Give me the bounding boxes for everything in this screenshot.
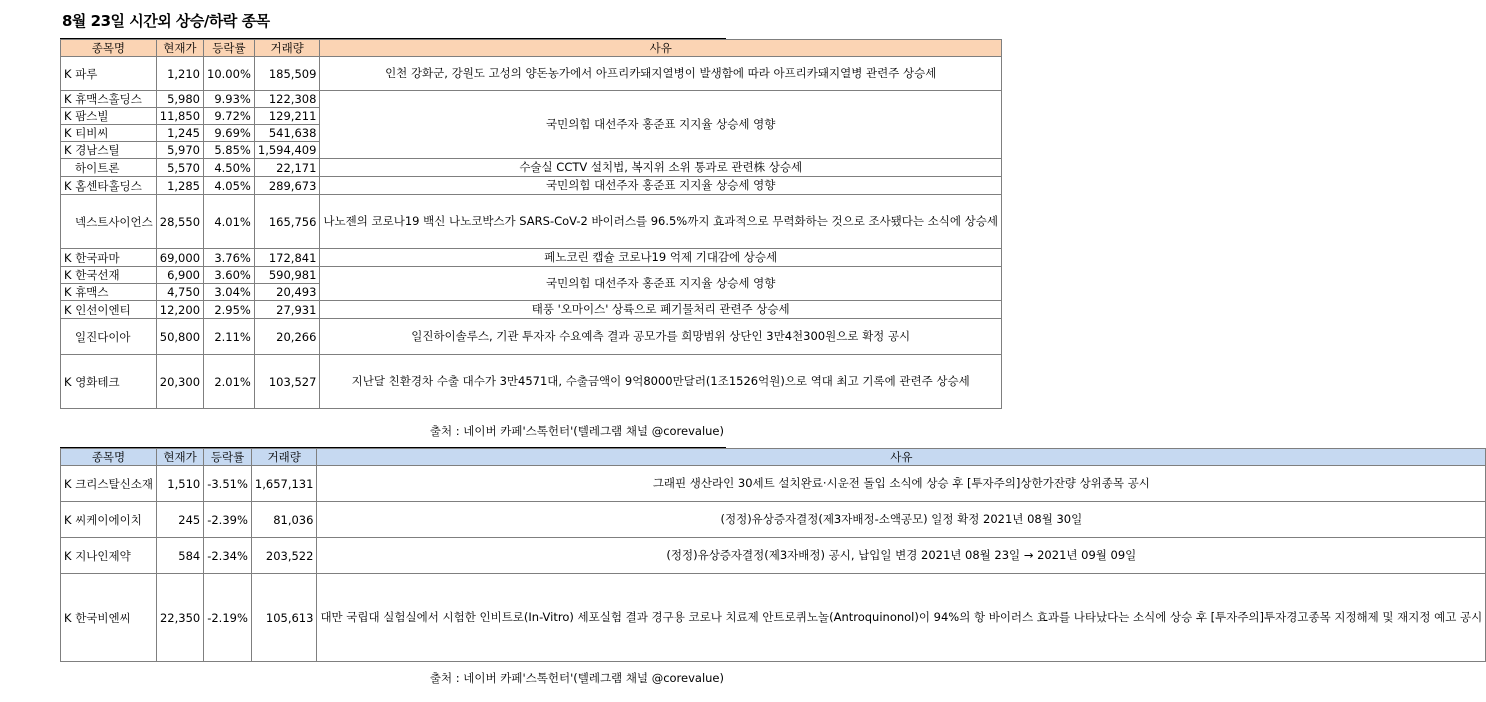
table-row [61, 267, 1002, 284]
stock-name: K 홈센타홀딩스 [61, 177, 157, 195]
stock-rate: 4.50% [204, 159, 255, 177]
stock-rate: 9.69% [204, 125, 255, 142]
stock-volume: 27,931 [254, 301, 320, 319]
table-row [61, 195, 1002, 249]
stock-name: K 한국비엔씨 [61, 574, 157, 662]
stock-rate: -2.39% [204, 502, 252, 538]
table-row [61, 319, 1002, 355]
stock-rate: 3.60% [204, 267, 255, 284]
stock-volume: 129,211 [254, 108, 320, 125]
stock-price: 5,970 [156, 142, 203, 159]
stock-reason: 국민의힘 대선주자 홍준표 지지율 상승세 영향 [320, 91, 1002, 159]
table-row [61, 301, 1002, 319]
stock-volume: 172,841 [254, 249, 320, 267]
stock-name: K 크리스탈신소재 [61, 466, 157, 502]
stock-name: K 파루 [61, 57, 157, 91]
stock-reason: 국민의힘 대선주자 홍준표 지지율 상승세 영향 [320, 177, 1002, 195]
table-row [61, 57, 1002, 91]
table-row [61, 538, 1486, 574]
stock-rate: 2.11% [204, 319, 255, 355]
stock-price: 5,570 [156, 159, 203, 177]
stock-name: 일진다이아 [61, 319, 157, 355]
stock-name: K 한국파마 [61, 249, 157, 267]
table-header-row [61, 40, 1002, 57]
stock-rate: 2.01% [204, 355, 255, 409]
stock-reason: 페노코린 캡슐 코로나19 억제 기대감에 상승세 [320, 249, 1002, 267]
stock-name: K 지나인제약 [61, 538, 157, 574]
stock-price: 69,000 [156, 249, 203, 267]
header-volume: 거래량 [251, 449, 317, 466]
table-header-row [61, 449, 1486, 466]
stock-volume: 203,522 [251, 538, 317, 574]
stock-name: K 씨케이에이치 [61, 502, 157, 538]
stock-price: 20,300 [156, 355, 203, 409]
stock-rate: 10.00% [204, 57, 255, 91]
stock-price: 6,900 [156, 267, 203, 284]
stock-price: 245 [156, 502, 203, 538]
stock-name: K 한국선재 [61, 267, 157, 284]
stock-reason: 그래핀 생산라인 30세트 설치완료·시운전 돌입 소식에 상승 후 [투자주의]상한가잔량 상위종목 공시 [317, 466, 1486, 502]
stock-price: 1,285 [156, 177, 203, 195]
table-row [61, 355, 1002, 409]
header-reason: 사유 [320, 40, 1002, 57]
stock-reason: 태풍 '오마이스' 상륙으로 폐기물처리 관련주 상승세 [320, 301, 1002, 319]
stock-price: 50,800 [156, 319, 203, 355]
page-title: 8월 23일 시간외 상승/하락 종목 [62, 12, 270, 30]
table-row [61, 574, 1486, 662]
stock-rate: 9.72% [204, 108, 255, 125]
stock-volume: 122,308 [254, 91, 320, 108]
stock-volume: 105,613 [251, 574, 317, 662]
header-name: 종목명 [61, 449, 157, 466]
stock-reason: 인천 강화군, 강원도 고성의 양돈농가에서 아프리카돼지열병이 발생함에 따라 아프리카돼지열병 관련주 상승세 [320, 57, 1002, 91]
table-row [61, 91, 1002, 108]
table-row [61, 249, 1002, 267]
stock-price: 584 [156, 538, 203, 574]
stock-rate: 3.04% [204, 284, 255, 301]
header-price: 현재가 [156, 449, 203, 466]
stock-name: K 팜스빌 [61, 108, 157, 125]
stock-price: 1,245 [156, 125, 203, 142]
stock-price: 11,850 [156, 108, 203, 125]
stock-volume: 22,171 [254, 159, 320, 177]
stock-reason: 지난달 친환경차 수출 대수가 3만4571대, 수출금액이 9억8000만달러(1조1526억원)으로 역대 최고 기록에 관련주 상승세 [320, 355, 1002, 409]
stock-rate: 4.05% [204, 177, 255, 195]
stock-reason: 국민의힘 대선주자 홍준표 지지율 상승세 영향 [320, 267, 1002, 301]
stock-volume: 289,673 [254, 177, 320, 195]
stock-name: K 휴맥스홀딩스 [61, 91, 157, 108]
stock-price: 1,210 [156, 57, 203, 91]
stock-price: 4,750 [156, 284, 203, 301]
stock-name: K 영화테크 [61, 355, 157, 409]
stock-name: K 휴맥스 [61, 284, 157, 301]
stock-reason: 일진하이솔루스, 기관 투자자 수요예측 결과 공모가를 희망범위 상단인 3만4천300원으로 확정 공시 [320, 319, 1002, 355]
header-rate: 등락률 [204, 449, 252, 466]
stock-name: K 인선이엔티 [61, 301, 157, 319]
stock-rate: -2.19% [204, 574, 252, 662]
stock-name: 넥스트사이언스 [61, 195, 157, 249]
stock-volume: 81,036 [251, 502, 317, 538]
stock-reason: (정정)유상증자결정(제3자배정) 공시, 납입일 변경 2021년 08월 23일 → 2021년 09월 09일 [317, 538, 1486, 574]
rising-stocks-table [60, 39, 1002, 409]
stock-name: K 경남스틸 [61, 142, 157, 159]
table-row [61, 177, 1002, 195]
stock-rate: -3.51% [204, 466, 252, 502]
falling-stocks-table [60, 448, 1486, 662]
stock-volume: 185,509 [254, 57, 320, 91]
stock-volume: 103,527 [254, 355, 320, 409]
stock-reason: 대만 국립대 실험실에서 시험한 인비트로(In-Vitro) 세포실험 결과 경구용 코로나 치료제 안트로퀴노놀(Antroquinonol)이 94%의 항 바이러스 효과를 나타났다는 소식에 상승 후 [투자주의]투자경고종목 지정해제 및 재지정 예고 공시 [317, 574, 1486, 662]
stock-volume: 20,266 [254, 319, 320, 355]
stock-rate: 2.95% [204, 301, 255, 319]
stock-price: 12,200 [156, 301, 203, 319]
stock-name: K 티비씨 [61, 125, 157, 142]
stock-volume: 20,493 [254, 284, 320, 301]
stock-rate: 5.85% [204, 142, 255, 159]
table-row [61, 159, 1002, 177]
header-rate: 등락률 [204, 40, 255, 57]
stock-rate: -2.34% [204, 538, 252, 574]
stock-name: 하이트론 [61, 159, 157, 177]
stock-price: 22,350 [156, 574, 203, 662]
source-note: 출처 : 네이버 카페'스톡헌터'(텔레그램 채널 @corevalue) [429, 424, 724, 438]
table-row [61, 502, 1486, 538]
header-price: 현재가 [156, 40, 203, 57]
stock-rate: 3.76% [204, 249, 255, 267]
table-row [61, 466, 1486, 502]
stock-volume: 1,594,409 [254, 142, 320, 159]
stock-reason: (정정)유상증자결정(제3자배정-소액공모) 일정 확정 2021년 08월 30일 [317, 502, 1486, 538]
stock-volume: 1,657,131 [251, 466, 317, 502]
stock-volume: 590,981 [254, 267, 320, 284]
source-note: 출처 : 네이버 카페'스톡헌터'(텔레그램 채널 @corevalue) [429, 671, 724, 685]
stock-price: 1,510 [156, 466, 203, 502]
stock-reason: 나노젠의 코로나19 백신 나노코박스가 SARS-CoV-2 바이러스를 96.5%까지 효과적으로 무력화하는 것으로 조사됐다는 소식에 상승세 [320, 195, 1002, 249]
header-name: 종목명 [61, 40, 157, 57]
stock-price: 5,980 [156, 91, 203, 108]
stock-volume: 541,638 [254, 125, 320, 142]
stock-price: 28,550 [156, 195, 203, 249]
header-reason: 사유 [317, 449, 1486, 466]
stock-rate: 4.01% [204, 195, 255, 249]
stock-rate: 9.93% [204, 91, 255, 108]
stock-reason: 수술실 CCTV 설치법, 복지위 소위 통과로 관련株 상승세 [320, 159, 1002, 177]
stock-volume: 165,756 [254, 195, 320, 249]
header-volume: 거래량 [254, 40, 320, 57]
